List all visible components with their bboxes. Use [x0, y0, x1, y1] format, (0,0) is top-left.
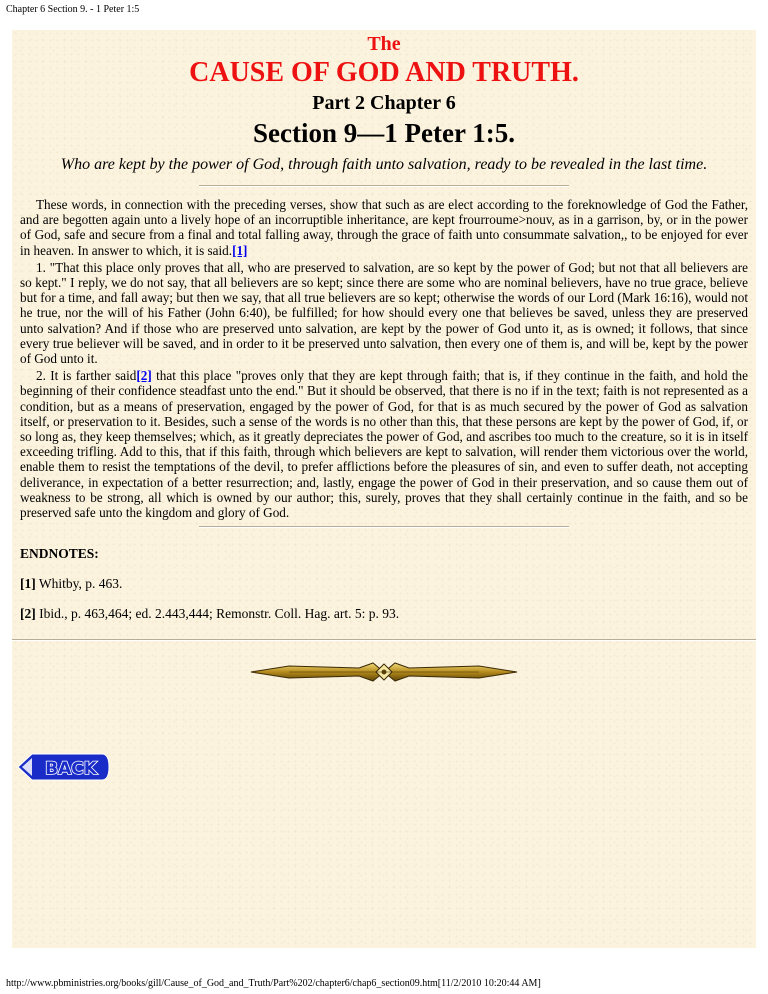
divider-top	[199, 185, 569, 187]
title-the: The	[367, 33, 401, 55]
paragraph-2-start: 2. It is farther said	[36, 368, 137, 384]
paragraph-intro	[20, 197, 748, 258]
footnote-link-2[interactable]: [2]	[136, 368, 152, 384]
endnote-1-text: Whitby, p. 463.	[35, 576, 123, 592]
paragraph-1: 1. "That this place only proves that all, who are preserved to salvation, are so kept by the power of God; but not that all believers are so kept." I reply, we do not say, that all believers are so kept; since there are some who are nominal believers, have no true grace, believe but for a time, and fall away; but then we say, that all true believers are so kept; otherwise the words of our Lord (Mark 16:16), would not he true, nor the will of his Father (John 6:40), be fulfilled; for how should every one that believes be saved, unless they are preserved unto salvation? And if those who are preserved unto salvation, are kept by the power of God unto it, as is owned; it follows, that since every true believer will be saved, and in order to it be preserved unto salvation, then every one of them is, and will be, kept by the power of God unto it.	[20, 259, 748, 367]
footnote-link-1[interactable]: [1]	[232, 242, 248, 258]
endnote-2-ref: [2]	[20, 606, 36, 622]
endnote-2-text: Ibid., p. 463,464; ed. 2.443,444; Remonstr. Coll. Hag. art. 5: p. 93.	[35, 606, 400, 622]
divider-bottom	[199, 526, 569, 528]
part-chapter-heading: Part 2 Chapter 6	[312, 92, 456, 114]
paragraph-intro-text: These words, in connection with the preceding verses, show that such as are elect according to the foreknowledge of God the Father, and are begotten again unto a lively hope of an incorruptible inheritance, are kept frourroume>nouv, as in a garrison, by, or in the power of God, safe and secure from a final and total falling away, through the grace of faith unto consummate salvation,, to be enjoyed for ever in heaven. In answer to which, it is said.	[20, 197, 748, 258]
back-button-label: BACK	[45, 759, 97, 779]
scripture-verse: Who are kept by the power of God, through faith unto salvation, ready to be revealed in the last time.	[60, 156, 708, 173]
book-title: CAUSE OF GOD AND TRUTH.	[189, 57, 579, 88]
paragraph-2	[20, 368, 748, 520]
section-heading: Section 9—1 Peter 1:5.	[253, 118, 515, 148]
print-footer: http://www.pbministries.org/books/gill/Cause_of_God_and_Truth/Part%202/chapter6/chap6_section09.htm[11/2/2010 10:20:44 AM]	[6, 978, 541, 989]
endnote-1-ref: [1]	[20, 576, 36, 592]
endnote-1	[20, 576, 748, 592]
divider-full	[12, 639, 756, 641]
page-paper	[12, 30, 756, 948]
page-content	[12, 32, 756, 622]
endnotes-heading: ENDNOTES:	[20, 546, 99, 562]
ornament-divider-icon	[249, 659, 519, 685]
paragraph-2-rest: that this place "proves only that they are kept through faith; that is, if they continue in the faith, and hold the beginning of their confidence steadfast unto the end." But it should be observed, that there is no if in the text; faith is not represented as a condition, but as a means of preservation, engaged by the power of God, for that is as much secured by the power of God as salvation itself, or preservation to it. Besides, such a sense of the words is no other than this, that these persons are kept by the power of God, if, or so long as, they keep themselves; which, as it greatly depreciates the power of God, and ascribes too much to the creature, so it is in itself exceeding trifling. Add to this, that if this faith, through which believers are kept to salvation, will render them victorious over the world, enable them to resist the temptations of the devil, to prefer afflictions before the pleasures of sin, and even to suffer death, not accepting deliverance, in expectation of a better resurrection; and, lastly, engage the power of God in their preservation, and so cause them out of weakness to be strong, all which is owned by our author; this, surely, proves that they shall certainly continue in the faith, and so be preserved safe unto the kingdom and glory of God.	[20, 368, 748, 521]
endnote-2	[20, 606, 748, 622]
left-arrow-icon	[16, 752, 110, 782]
back-button[interactable]	[16, 752, 110, 787]
print-header: Chapter 6 Section 9. - 1 Peter 1:5	[6, 4, 140, 15]
